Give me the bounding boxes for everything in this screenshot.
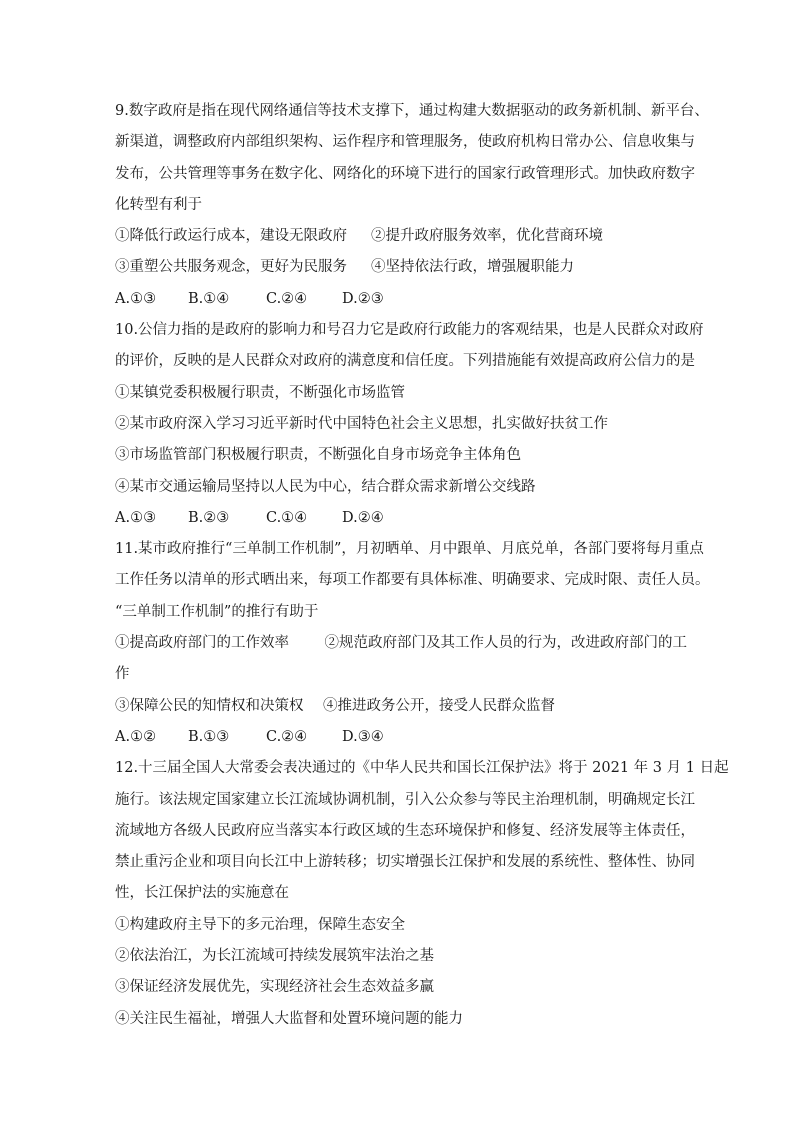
q9-options-row-1	[115, 221, 687, 252]
q10-option-1: ①某镇党委积极履行职责，不断强化市场监管	[115, 384, 405, 401]
q11-stem-line-1: 11.某市政府推行“三单制工作机制”，月初晒单、月中跟单、月底兑单，各部门要将每月重点	[115, 541, 704, 558]
q9-stem-line-1: 9.数字政府是指在现代网络通信等技术支撑下，通过构建大数据驱动的政务新机制、新平台、	[115, 103, 709, 119]
q9-option-3: ③重塑公共服务观念，更好为民服务	[115, 259, 347, 276]
q9-option-2: ②提升政府服务效率，优化营商环境	[371, 228, 603, 245]
q11-option-3: ③保障公民的知情权和决策权	[115, 697, 304, 714]
question-11	[115, 534, 710, 753]
q11-stem-line-2: 工作任务以清单的形式晒出来，每项工作都要有具体标准、明确要求、完成时限、责任人员。	[115, 572, 710, 589]
q11-option-1: ①提高政府部门的工作效率	[115, 635, 289, 652]
q12-stem-line-5: 性，长江保护法的实施意在	[115, 885, 289, 902]
question-9	[115, 96, 709, 315]
q12-option-1: ①构建政府主导下的多元治理，保障生态安全	[115, 916, 405, 933]
q10-choices	[115, 503, 687, 534]
q10-option-2: ②某市政府深入学习习近平新时代中国特色社会主义思想，扎实做好扶贫工作	[115, 415, 608, 432]
q11-options-row-1	[115, 628, 687, 659]
q9-stem-line-3: 发布，公共管理等事务在数字化、网络化的环境下进行的国家行政管理形式。加快政府数字	[115, 165, 695, 182]
q12-stem-line-2: 施行。该法规定国家建立长江流域协调机制，引入公众参与等民主治理机制，明确规定长江	[115, 791, 695, 808]
q10-choice-d: D.②④	[342, 509, 384, 526]
q10-option-3: ③市场监管部门积极履行职责，不断强化自身市场竞争主体角色	[115, 447, 521, 464]
q11-choice-a: A.①②	[115, 728, 157, 745]
q10-choice-c: C.①④	[266, 509, 308, 526]
q11-choice-d: D.③④	[342, 728, 384, 745]
q11-choices	[115, 722, 687, 753]
q12-stem-line-3: 流域地方各级人民政府应当落实本行政区域的生态环境保护和修复、经济发展等主体责任，	[115, 822, 695, 839]
q9-option-4: ④坚持依法行政，增强履职能力	[371, 259, 574, 276]
q9-choice-a: A.①③	[115, 290, 157, 307]
q12-option-4: ④关注民生福祉，增强人大监督和处置环境问题的能力	[115, 1010, 463, 1027]
q12-stem-line-4: 禁止重污企业和项目向长江中上游转移；切实增强长江保护和发展的系统性、整体性、协同	[115, 854, 695, 871]
q10-choice-a: A.①③	[115, 509, 157, 526]
q11-option-2-continued: 作	[115, 666, 130, 683]
q12-option-2: ②依法治江，为长江流域可持续发展筑牢法治之基	[115, 948, 434, 965]
q10-stem-line-1: 10.公信力指的是政府的影响力和号召力它是政府行政能力的客观结果，也是人民群众对政府	[115, 322, 704, 339]
q11-choice-b: B.①③	[188, 728, 230, 745]
q12-option-3: ③保证经济发展优先，实现经济社会生态效益多赢	[115, 979, 434, 996]
q9-choice-b: B.①④	[188, 290, 230, 307]
q9-choices	[115, 284, 687, 315]
q9-choice-d: D.②③	[342, 290, 384, 307]
q9-option-1: ①降低行政运行成本，建设无限政府	[115, 228, 347, 245]
q11-option-2: ②规范政府部门及其工作人员的行为，改进政府部门的工	[324, 635, 687, 652]
question-12	[115, 753, 729, 1035]
q11-stem-line-3: “三单制工作机制”的推行有助于	[115, 603, 319, 620]
q10-option-4: ④某市交通运输局坚持以人民为中心，结合群众需求新增公交线路	[115, 478, 536, 495]
q11-option-4: ④推进政务公开，接受人民群众监督	[323, 697, 555, 714]
q11-choice-c: C.②④	[266, 728, 308, 745]
q9-stem-line-2: 新渠道，调整政府内部组织架构、运作程序和管理服务，使政府机构日常办公、信息收集与	[115, 134, 695, 151]
exam-page	[115, 96, 729, 1035]
q9-choice-c: C.②④	[266, 290, 308, 307]
question-10	[115, 315, 704, 534]
q11-options-row-2	[115, 691, 687, 722]
q12-stem-line-1: 12.十三届全国人大常委会表决通过的《中华人民共和国长江保护法》将于 2021 年 3 月 1 日起	[115, 760, 729, 777]
q10-stem-line-2: 的评价，反映的是人民群众对政府的满意度和信任度。下列措施能有效提高政府公信力的是	[115, 353, 695, 370]
q9-stem-line-4: 化转型有利于	[115, 196, 202, 213]
q9-options-row-2	[115, 252, 687, 283]
q10-choice-b: B.②③	[188, 509, 230, 526]
